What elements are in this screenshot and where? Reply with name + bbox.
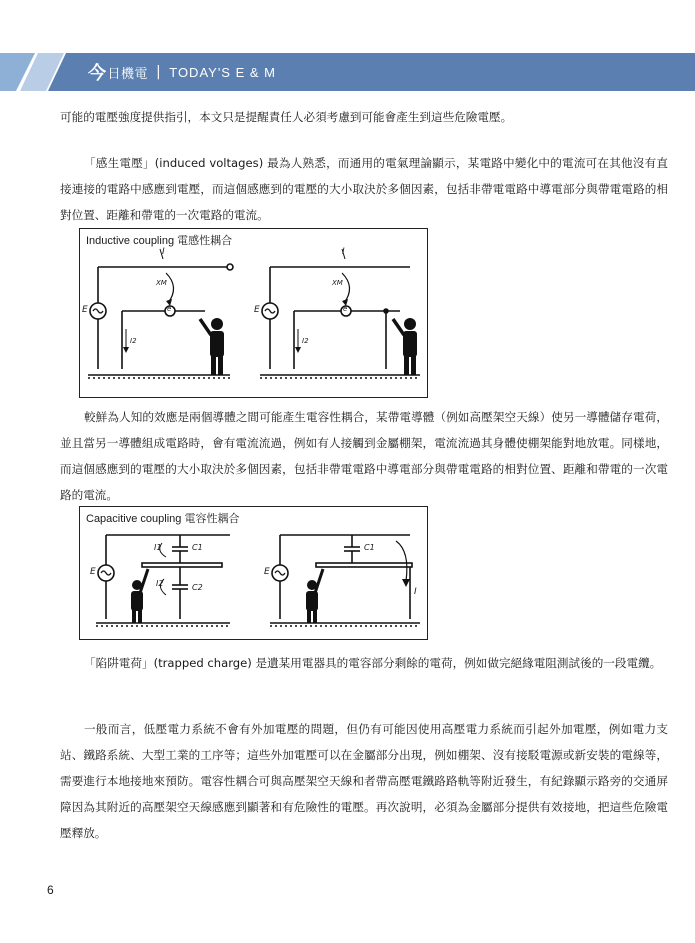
label-ground-current-left: I2 xyxy=(130,337,137,345)
brand-rest: 日機電 xyxy=(107,66,149,82)
page-number: 6 xyxy=(47,883,54,897)
paragraph-2: 「感生電壓」(induced voltages) 最為人熟悉，而通用的電氣理論顯示，某電路中變化中的電流可在其他沒有直接連接的電路中感應到電壓，而這個感應到的電壓的大小取決於多個因素，包括非帶電電路中導電部分與帶電電路的相對位置、距離和帶電的一次電路的電流。 xyxy=(60,156,668,222)
label-mutual-right: XM xyxy=(332,279,343,287)
header-separator: | xyxy=(156,64,162,80)
figure-capacitive-coupling xyxy=(79,506,428,640)
figure-inductive-coupling xyxy=(79,228,428,398)
paragraph-3: 較鮮為人知的效應是兩個導體之間可能產生電容性耦合，某帶電導體（例如高壓架空天線）使另一導體儲存電荷，並且當另一導體組成電路時，會有電流流過，例如有人接觸到金屬棚架，電流流過其身體使棚架能對地放電。同樣地，而這個感應到的電壓的大小取決於多個因素，包括非帶電電路中導電部分與帶電電路的相對位置、距離和帶電的一次電路的電流。 xyxy=(60,410,668,502)
label-meter-left: e xyxy=(167,305,172,313)
label-meter-right: e xyxy=(343,305,348,313)
paragraph-1: 可能的電壓強度提供指引，本文只是提醒責任人必須考慮到可能會產生到這些危險電壓。 xyxy=(60,110,513,124)
header-title xyxy=(88,60,276,84)
figure-inductive-caption: Inductive coupling 電感性耦合 xyxy=(86,235,233,247)
label-current: I xyxy=(414,587,417,597)
label-i2: I2 xyxy=(156,579,164,588)
label-c1-left: C1 xyxy=(192,543,203,552)
label-source-right: E xyxy=(254,305,260,315)
label-current-left: I xyxy=(162,247,165,257)
capacitive-diagram xyxy=(80,507,427,639)
label-current-right: I xyxy=(342,247,345,257)
label-source-right: E xyxy=(264,567,270,577)
paragraph-5: 一般而言，低壓電力系統不會有外加電壓的問題，但仍有可能因使用高壓電力系統而引起外加電壓，例如電力支站、鐵路系統、大型工業的工序等；這些外加電壓可以在金屬部分出現，例如棚架、沒有接駁電源或新安裝的電線等，需要進行本地接地來預防。電容性耦合可與高壓架空天線和者帶高壓電鐵路路軌等附近發生，有紀錄顯示路旁的交通屏障因為其附近的高壓架空天線感應到顯著和有危險性的電壓。再次說明，必須為金屬部分提供有效接地，把這些危險電壓釋放。 xyxy=(60,722,668,840)
label-c2: C2 xyxy=(192,583,203,592)
label-i1: I1 xyxy=(154,543,162,552)
english-title: TODAY'S E & M xyxy=(169,64,276,80)
label-mutual-left: XM xyxy=(156,279,167,287)
paragraph-4: 「陷阱電荷」(trapped charge) 是遺某用電器具的電容部分剩餘的電荷，例如做完絕緣電阻測試後的一段電纜。 xyxy=(84,656,662,670)
figure-capacitive-caption: Capacitive coupling 電容性耦合 xyxy=(86,513,240,525)
label-ground-current-right: I2 xyxy=(302,337,309,345)
label-source-left: E xyxy=(82,305,88,315)
label-c1-right: C1 xyxy=(364,543,375,552)
label-source-left: E xyxy=(90,567,96,577)
brand-first-char: 今 xyxy=(88,63,107,84)
